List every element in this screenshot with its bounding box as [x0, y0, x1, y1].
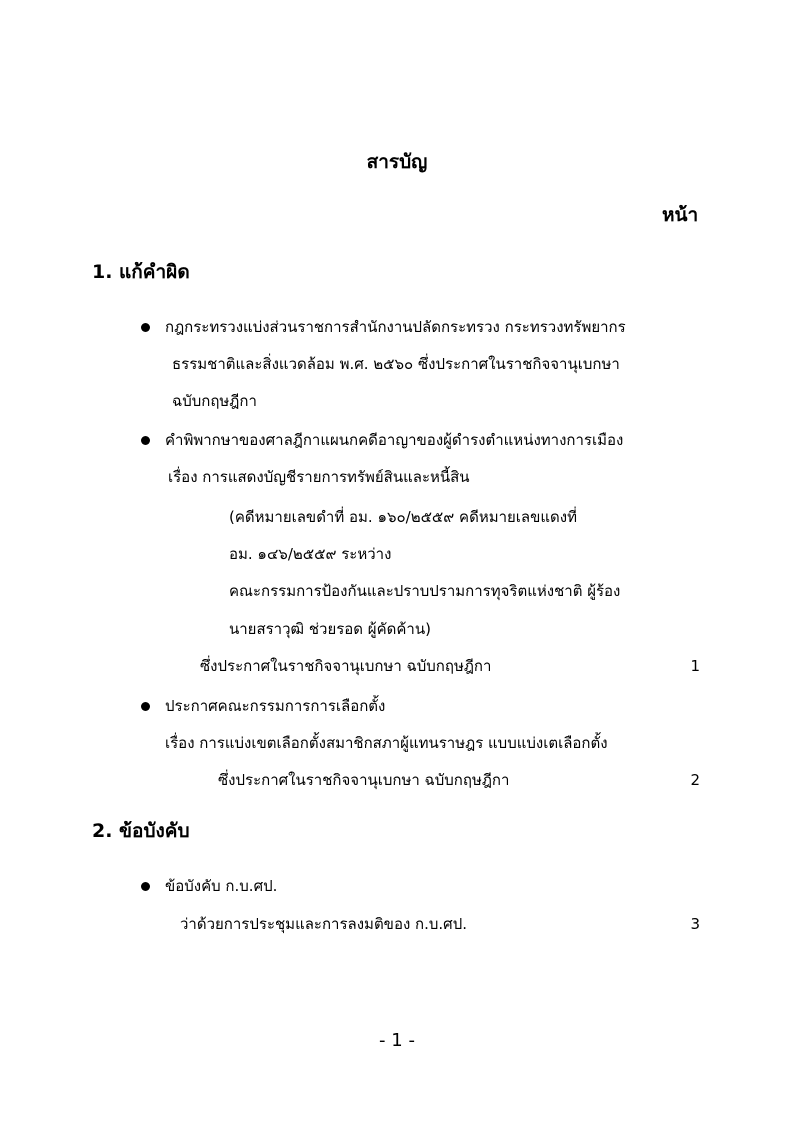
section-heading: 1. แก้คำผิด [92, 261, 190, 283]
toc-line: กฎกระทรวงแบ่งส่วนราชการสำนักงานปลัดกระทรวง กระทรวงทรัพยากร [165, 318, 626, 336]
toc-line: ซึ่งประกาศในราชกิจจานุเบกษา ฉบับกฤษฎีกา [218, 771, 510, 789]
page-title: สารบัญ [366, 151, 428, 173]
toc-line: ฉบับกฤษฎีกา [172, 392, 257, 410]
bullet-icon [141, 436, 150, 445]
page-column-header: หน้า [662, 204, 699, 226]
page-number: 2 [690, 771, 700, 789]
toc-line: ว่าด้วยการประชุมและการลงมติของ ก.บ.ศป. [180, 915, 467, 933]
page-number: 1 [690, 657, 700, 675]
section-heading: 2. ข้อบังคับ [92, 820, 190, 842]
toc-line: ธรรมชาติและสิ่งแวดล้อม พ.ศ. ๒๕๖๐ ซึ่งประกาศในราชกิจจานุเบกษา [172, 355, 620, 373]
toc-line: เรื่อง การแบ่งเขตเลือกตั้งสมาชิกสภาผู้แทนราษฎร แบบแบ่งเตเลือกตั้ง [165, 734, 608, 752]
toc-line: ข้อบังคับ ก.บ.ศป. [165, 877, 278, 895]
toc-line: นายสราวุฒิ ช่วยรอด ผู้คัดค้าน) [229, 620, 431, 638]
toc-line: คำพิพากษาของศาลฎีกาแผนกคดีอาญาของผู้ดำรงตำแหน่งทางการเมือง [165, 431, 624, 449]
toc-line: อม. ๑๔๖/๒๕๕๙ ระหว่าง [229, 545, 392, 563]
bullet-icon [141, 323, 150, 332]
toc-line: คณะกรรมการป้องกันและปราบปรามการทุจริตแห่งชาติ ผู้ร้อง [229, 582, 621, 600]
page-footer-number: - 1 - [379, 1030, 415, 1051]
page-number: 3 [690, 915, 700, 933]
toc-line: (คดีหมายเลขดำที่ อม. ๑๖๐/๒๕๕๙ คดีหมายเลขแดงที่ [229, 508, 577, 526]
bullet-icon [141, 882, 150, 891]
bullet-icon [141, 702, 150, 711]
toc-line: ประกาศคณะกรรมการการเลือกตั้ง [165, 697, 386, 715]
toc-line: ซึ่งประกาศในราชกิจจานุเบกษา ฉบับกฤษฎีกา [200, 657, 492, 675]
toc-line: เรื่อง การแสดงบัญชีรายการทรัพย์สินและหนี้สิน [168, 468, 470, 486]
